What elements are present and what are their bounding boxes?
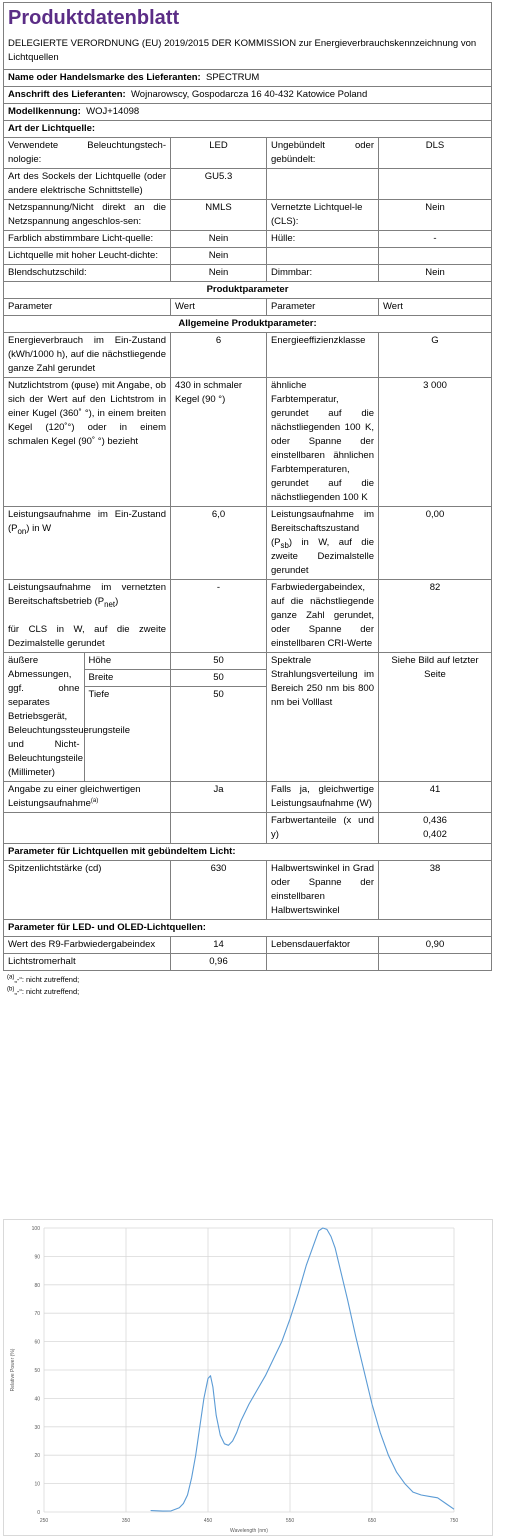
envelope-value: - bbox=[379, 231, 492, 248]
led-header: Parameter für LED- und OLED-Lichtquellen: bbox=[4, 920, 492, 937]
light-source-header: Art der Lichtquelle: bbox=[4, 121, 492, 138]
empty-cell bbox=[4, 813, 171, 844]
spectrum-chart bbox=[3, 1219, 493, 1536]
high-luminance-value: Nein bbox=[171, 248, 267, 265]
dimmable-label: Dimmbar: bbox=[267, 265, 379, 282]
x-tick-label: 250 bbox=[39, 1518, 49, 1524]
equiv-power-label: Falls ja, gleichwertige Leistungsaufnahme (W) bbox=[267, 782, 379, 813]
survival-value: 0,90 bbox=[379, 937, 492, 954]
tunable-label: Farblich abstimmbare Licht-quelle: bbox=[4, 231, 171, 248]
col-param-header: Parameter bbox=[4, 299, 171, 316]
dim-height-label: Höhe bbox=[85, 653, 171, 670]
y-tick-label: 30 bbox=[34, 1424, 40, 1431]
r9-label: Wert des R9-Farbwiedergabeindex bbox=[4, 937, 171, 954]
antiglare-value: Nein bbox=[171, 265, 267, 282]
dim-depth-label: Tiefe bbox=[88, 689, 110, 700]
dims-list bbox=[85, 653, 171, 703]
flux-label: Nutzlichtstrom (φuse) mit Angabe, ob sich der Wert auf den Lichtstrom in einer Kugel (360˚ °), in einem breiten Kegel (120˚°) oder in einem schmalen Kegel (90˚ °) bezieht bbox=[4, 378, 171, 507]
supplier-address: Wojnarowscy, Gospodarcza 16 40-432 Katowice Poland bbox=[131, 89, 368, 100]
beam-angle-label: Halbwertswinkel in Grad oder Spanne der einstellbaren Halbwertswinkel bbox=[267, 861, 379, 920]
supplier-name-row: Name oder Handelsmarke des Lieferanten: SPECTRUM bbox=[4, 70, 492, 87]
pon-label: Leistungsaufnahme im Ein-Zustand $(P_{on})$ in W bbox=[4, 507, 171, 580]
maintenance-label: Lichtstromerhalt bbox=[4, 954, 171, 971]
mains-value: NMLS bbox=[171, 200, 267, 231]
cri-value: 82 bbox=[379, 580, 492, 653]
antiglare-label: Blendschutzschild: bbox=[4, 265, 171, 282]
chromaticity-label: Farbwertanteile (x und y) bbox=[267, 813, 379, 844]
general-params-header: Allgemeine Produktparameter: bbox=[4, 316, 492, 333]
energy-class-label: Energieeffizienzklasse bbox=[267, 333, 379, 378]
dimensions-cell bbox=[4, 653, 171, 782]
x-tick-label: 550 bbox=[285, 1518, 295, 1524]
y-tick-label: 20 bbox=[34, 1453, 40, 1460]
cct-label: ähnliche Farbtemperatur, gerundet auf die nächstliegenden 100 K, oder Spanne der einstellbaren ähnlichen Farbtemperaturen, gerundet auf die nächstliegenden 100 K bbox=[267, 378, 379, 507]
col-param-header: Parameter bbox=[267, 299, 379, 316]
spectrum-line bbox=[151, 1228, 454, 1511]
high-luminance-label: Lichtquelle mit hoher Leucht-dichte: bbox=[4, 248, 171, 265]
dim-depth-value: 50 bbox=[213, 689, 224, 700]
bundled-value: DLS bbox=[379, 138, 492, 169]
footnote-b: $^{(b)}$„-“: nicht zutreffend; bbox=[7, 986, 80, 996]
x-tick-label: 450 bbox=[203, 1518, 213, 1524]
peak-intensity-value: 630 bbox=[171, 861, 267, 920]
footnote-a: $^{(a)}$„-“: nicht zutreffend; bbox=[7, 974, 80, 984]
pon-value: 6,0 bbox=[171, 507, 267, 580]
envelope-label: Hülle: bbox=[267, 231, 379, 248]
y-axis-label: Relative Power (%) bbox=[10, 1348, 16, 1392]
regulation-text: DELEGIERTE VERORDNUNG (EU) 2019/2015 DER KOMMISSION zur Energieverbrauchskennzeichnung von Lichtquellen bbox=[4, 33, 492, 70]
tech-label: Verwendete Beleuchtungstech-nologie: bbox=[4, 138, 171, 169]
psb-value: 0,00 bbox=[379, 507, 492, 580]
y-tick-label: 70 bbox=[34, 1311, 40, 1318]
beam-angle-value: 38 bbox=[379, 861, 492, 920]
empty-cell bbox=[379, 954, 492, 971]
dimmable-value: Nein bbox=[379, 265, 492, 282]
empty-cell bbox=[379, 169, 492, 200]
y-tick-label: 40 bbox=[34, 1396, 40, 1403]
col-value-header: Wert bbox=[171, 299, 267, 316]
spd-label: Spektrale Strahlungsverteilung im Bereich 250 nm bis 800 nm bei Volllast bbox=[267, 653, 379, 782]
equiv-value: Ja bbox=[171, 782, 267, 813]
y-tick-label: 50 bbox=[34, 1368, 40, 1374]
dimensions-values bbox=[171, 653, 267, 782]
y-tick-label: 60 bbox=[34, 1339, 40, 1346]
y-tick-label: 100 bbox=[31, 1226, 40, 1232]
supplier-name: SPECTRUM bbox=[206, 72, 260, 83]
y-tick-label: 10 bbox=[34, 1481, 40, 1488]
spectrum-chart-svg bbox=[4, 1220, 492, 1535]
maintenance-value: 0,96 bbox=[171, 954, 267, 971]
mains-label: Netzspannung/Nicht direkt an die Netzspannung angeschlos-sen: bbox=[4, 200, 171, 231]
model-id: WOJ+14098 bbox=[86, 106, 140, 117]
page-title: Produktdatenblatt bbox=[8, 7, 180, 29]
equiv-label: Angabe zu einer gleichwertigen Leistungsaufnahme$^{(a)}$ bbox=[4, 782, 171, 813]
cls-label: Vernetzte Lichtquel-le (CLS): bbox=[267, 200, 379, 231]
model-row: Modellkennung: WOJ+14098 bbox=[4, 104, 492, 121]
cls-value: Nein bbox=[379, 200, 492, 231]
empty-cell bbox=[267, 248, 379, 265]
energy-class-value: G bbox=[379, 333, 492, 378]
cct-value: 3 000 bbox=[379, 378, 492, 507]
x-tick-label: 650 bbox=[367, 1518, 377, 1524]
x-tick-label: 750 bbox=[449, 1518, 459, 1524]
directional-header: Parameter für Lichtquellen mit gebündeltem Licht: bbox=[4, 844, 492, 861]
dim-width-value: 50 bbox=[171, 670, 266, 687]
dims-label: äußere Abmessungen, ggf. ohne separates Betriebsgerät, Beleuchtungssteuerungsteile und Nicht-Beleuchtungsteile (Millimeter) bbox=[4, 653, 84, 781]
cri-label: Farbwiedergabeindex, auf die nächstliegende ganze Zahl gerundet, oder Spanne der einstellbaren CRI-Werte bbox=[267, 580, 379, 653]
dim-height-value: 50 bbox=[171, 653, 266, 670]
peak-intensity-label: Spitzenlichtstärke (cd) bbox=[4, 861, 171, 920]
datasheet-table bbox=[3, 2, 492, 971]
pnet-value: - bbox=[171, 580, 267, 653]
energy-value: 6 bbox=[171, 333, 267, 378]
energy-label: Energieverbrauch im Ein-Zustand (kWh/1000 h), auf die nächstliegende ganze Zahl gerundet bbox=[4, 333, 171, 378]
r9-value: 14 bbox=[171, 937, 267, 954]
supplier-address-row: Anschrift des Lieferanten: Wojnarowscy, Gospodarcza 16 40-432 Katowice Poland bbox=[4, 87, 492, 104]
col-value-header: Wert bbox=[379, 299, 492, 316]
empty-cell bbox=[267, 954, 379, 971]
tunable-value: Nein bbox=[171, 231, 267, 248]
y-tick-label: 0 bbox=[37, 1510, 40, 1516]
socket-label: Art des Sockels der Lichtquelle (oder andere elektrische Schnittstelle) bbox=[4, 169, 171, 200]
datasheet bbox=[3, 2, 491, 998]
bundled-label: Ungebündelt oder gebündelt: bbox=[267, 138, 379, 169]
pnet-label: Leistungsaufnahme im vernetzten Bereitschaftsbetrieb $(P_{net})$ für CLS in W, auf die zweite Dezimalstelle gerundet bbox=[4, 580, 171, 653]
flux-value: 430 in schmaler Kegel (90 °) bbox=[171, 378, 267, 507]
empty-cell bbox=[171, 813, 267, 844]
dim-width-label: Breite bbox=[85, 670, 171, 687]
product-params-header: Produktparameter bbox=[4, 282, 492, 299]
x-tick-label: 350 bbox=[121, 1518, 131, 1524]
psb-label: Leistungsaufnahme im Bereitschaftszustand $(P_{sb})$ in W, auf die zweite Dezimalstelle gerundet bbox=[267, 507, 379, 580]
x-axis-label: Wavelength (nm) bbox=[230, 1528, 268, 1534]
tech-value: LED bbox=[171, 138, 267, 169]
y-tick-label: 80 bbox=[34, 1282, 40, 1289]
spd-value: Siehe Bild auf letzter Seite bbox=[379, 653, 492, 782]
socket-value: GU5.3 bbox=[171, 169, 267, 200]
survival-label: Lebensdauerfaktor bbox=[267, 937, 379, 954]
y-tick-label: 90 bbox=[34, 1254, 40, 1261]
empty-cell bbox=[379, 248, 492, 265]
equiv-power-value: 41 bbox=[379, 782, 492, 813]
chromaticity-value: 0,436 0,402 bbox=[379, 813, 492, 844]
empty-cell bbox=[267, 169, 379, 200]
